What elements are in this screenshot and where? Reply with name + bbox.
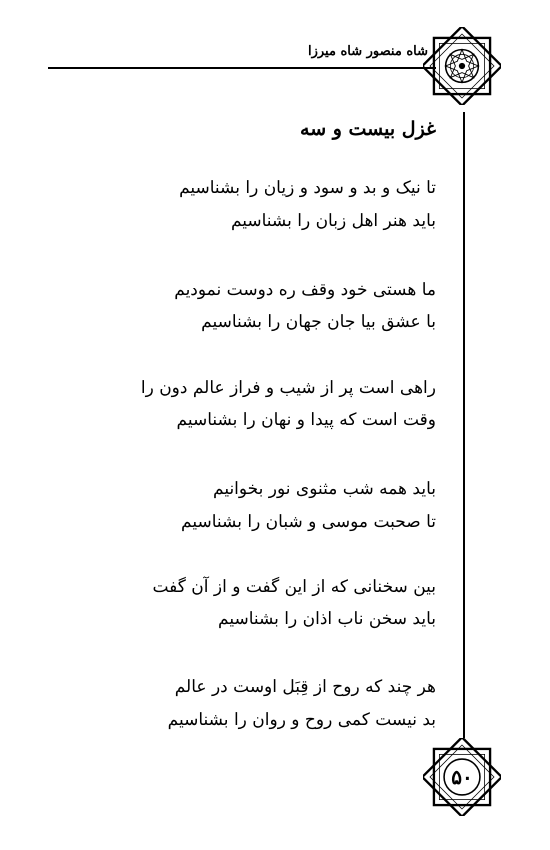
verse-line: باید همه شب مثنوی نور بخوانیم <box>213 479 436 499</box>
verse-line: راهی است پر از شیب و فراز عالم دون را <box>140 378 436 398</box>
verse-line: ما هستی خود وقف ره دوست نمودیم <box>174 280 436 300</box>
poem-title: غزل بیست و سه <box>300 118 436 140</box>
verse-line: با عشق بیا جان جهان را بشناسیم <box>201 312 436 332</box>
verse-line: تا نیک و بد و سود و زیان را بشناسیم <box>179 178 436 198</box>
verse-line: تا صحبت موسی و شبان را بشناسیم <box>181 512 436 532</box>
star-rosette-icon <box>423 27 501 105</box>
verse-line: باید هنر اهل زبان را بشناسیم <box>230 211 436 231</box>
verse-line: وقت است که پیدا و نهان را بشناسیم <box>176 410 436 430</box>
verse-line: باید سخن ناب اذان را بشناسیم <box>218 609 436 629</box>
verse-line: بین سخنانی که از این گفت و از آن گفت <box>152 577 436 597</box>
running-head: شاه منصور شاه میرزا <box>307 44 428 59</box>
margin-rule <box>463 112 465 738</box>
verse-line: بد نیست کمی روح و روان را بشناسیم <box>167 710 436 730</box>
verse-line: هر چند که روح از قِبَل اوست در عالم <box>174 677 436 697</box>
page-number: ۵۰ <box>451 765 473 789</box>
header-rule <box>48 67 436 69</box>
